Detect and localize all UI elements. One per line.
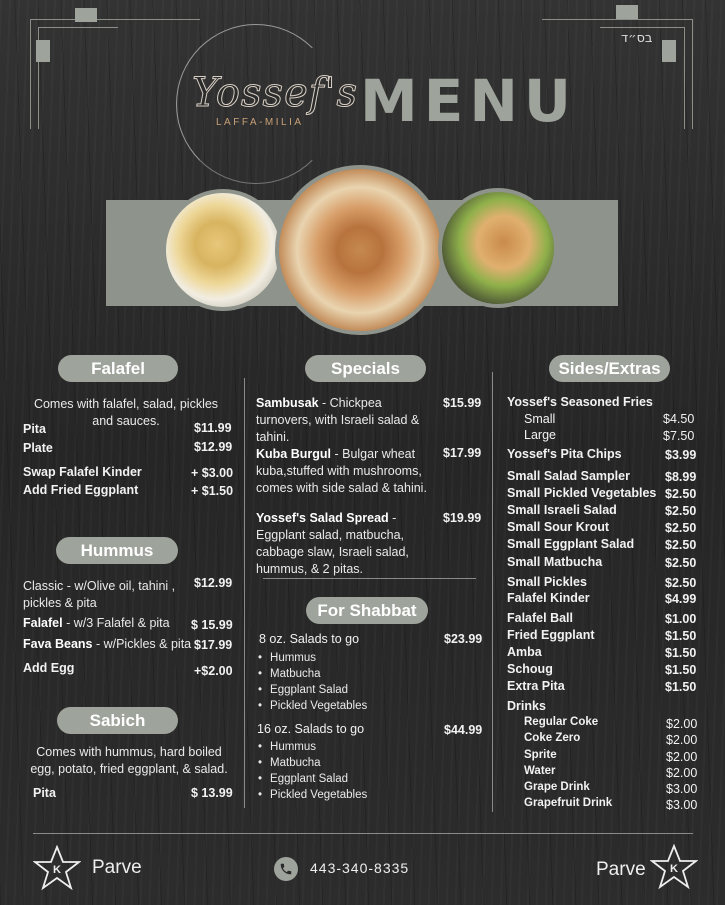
menu-item-name: Small Pickles [507, 575, 587, 589]
menu-item-name: Small Israeli Salad [507, 503, 617, 517]
drink-item-name: Coke Zero [524, 732, 581, 744]
menu-item-salad-spread [256, 510, 442, 578]
footer-parve-left: Parve [92, 857, 142, 878]
specials-divider [263, 578, 476, 579]
list-item: • Hummus [258, 739, 367, 755]
menu-item-size: Small [524, 412, 556, 426]
falafel-description: Comes with falafel, salad, pickles and sauces. [33, 397, 219, 428]
menu-item-name: Plate [23, 441, 53, 455]
menu-item-kuba [256, 446, 434, 497]
menu-item-price: $2.50 [665, 576, 697, 590]
list-item: • Eggplant Salad [258, 682, 367, 698]
drink-item-price: $3.00 [666, 798, 698, 812]
list-item: • Matbucha [258, 666, 367, 682]
page-title: MENU [360, 67, 577, 135]
menu-item-name: Small Sour Krout [507, 520, 610, 534]
list-item: • Pickled Vegetables [258, 787, 367, 803]
drink-item-price: $3.00 [666, 782, 698, 796]
kosher-letter: K [53, 864, 61, 876]
menu-item-hummus-fava [23, 636, 203, 653]
menu-item-price: $4.99 [665, 592, 697, 606]
kosher-star-icon [650, 844, 698, 890]
drinks-title: Drinks [507, 699, 546, 713]
drink-item-price: $2.00 [666, 750, 698, 764]
kosher-star-icon [33, 845, 81, 891]
section-header-falafel: Falafel [58, 355, 178, 382]
section-header-sabich: Sabich [57, 707, 178, 734]
menu-item-price: $19.99 [443, 511, 482, 525]
phone-number[interactable]: 443-340-8335 [310, 860, 410, 876]
menu-item-price: $12.99 [194, 576, 233, 590]
menu-item-name: Add Fried Eggplant [23, 483, 139, 497]
menu-item-price: $1.50 [665, 663, 697, 677]
section-header-sides: Sides/Extras [549, 355, 670, 382]
falafel-pita-photo [275, 165, 445, 335]
menu-item-price: $1.50 [665, 646, 697, 660]
menu-item-name: Sambusak [256, 396, 319, 410]
drink-item-name: Regular Coke [524, 716, 599, 728]
menu-item-price: $17.99 [443, 446, 482, 460]
menu-item-name: Yossef's Salad Spread [256, 511, 389, 525]
menu-item-price: $8.99 [665, 470, 697, 484]
kosher-letter: K [670, 863, 678, 875]
menu-item-name: Schoug [507, 662, 553, 676]
menu-item-name: Falafel Ball [507, 611, 573, 625]
menu-item-price: $2.50 [665, 487, 697, 501]
menu-item-name: Extra Pita [507, 679, 565, 693]
hebrew-inscription: בס״ד [621, 31, 653, 46]
list-item: • Hummus [258, 650, 367, 666]
menu-item-price: $2.50 [665, 504, 697, 518]
menu-item-name: Small Matbucha [507, 555, 603, 569]
menu-item-desc: - Bulgar wheat kuba,stuffed with mushrooms, comes with side salad & tahini. [256, 447, 427, 495]
menu-item-name: Yossef's Pita Chips [507, 447, 622, 461]
menu-item-price: $3.99 [665, 448, 697, 462]
phone-icon [274, 857, 298, 881]
sabich-photo [438, 188, 558, 308]
column-divider-right [492, 372, 493, 812]
menu-item-price: $7.50 [663, 429, 695, 443]
list-item: • Eggplant Salad [258, 771, 367, 787]
menu-item-price: + $3.00 [191, 466, 234, 480]
menu-item-name: Swap Falafel Kinder [23, 465, 142, 479]
menu-item-name: Pita [33, 786, 56, 800]
menu-item-size: Large [524, 428, 556, 442]
drink-item-price: $2.00 [666, 733, 698, 747]
menu-item-price: $1.50 [665, 680, 697, 694]
shabbat-group-title: 16 oz. Salads to go [257, 722, 365, 736]
menu-item-name: Small Salad Sampler [507, 469, 630, 483]
menu-item-name: Small Eggplant Salad [507, 537, 635, 551]
footer-parve-right: Parve [596, 859, 646, 880]
shabbat-list-16oz [258, 739, 367, 803]
menu-item-name: Amba [507, 645, 542, 659]
drink-item-name: Grape Drink [524, 781, 590, 793]
menu-item-name: Add Egg [23, 661, 75, 675]
list-item: • Matbucha [258, 755, 367, 771]
section-header-specials: Specials [305, 355, 426, 382]
menu-item-price: $15.99 [443, 396, 482, 410]
menu-item-price: $2.50 [665, 556, 697, 570]
section-header-shabbat: For Shabbat [306, 597, 428, 624]
menu-item-price: +$2.00 [194, 664, 233, 678]
menu-item-desc: - w/Pickles & pita [92, 637, 192, 651]
menu-item-name: Classic [23, 579, 64, 593]
menu-item-price: $1.00 [665, 612, 697, 626]
menu-item-price: $2.50 [665, 521, 697, 535]
footer-divider [33, 833, 693, 834]
shabbat-group-title: 8 oz. Salads to go [259, 632, 360, 646]
menu-item-name: Fava Beans [23, 637, 93, 651]
menu-item-hummus-classic [23, 578, 188, 612]
menu-item-price: $2.50 [665, 538, 697, 552]
menu-item-name: Yossef's Seasoned Fries [507, 395, 653, 409]
section-header-hummus: Hummus [56, 537, 178, 564]
menu-item-desc: - Eggplant salad, matbucha, cabbage slaw, Israeli salad, hummus, & 2 pitas. [256, 511, 409, 576]
menu-item-price: + $1.50 [191, 484, 234, 498]
column-divider-left [244, 378, 245, 808]
logo-subtitle: LAFFA-MILIA [216, 117, 304, 128]
menu-item-name: Falafel [23, 616, 63, 630]
menu-item-name: Fried Eggplant [507, 628, 595, 642]
menu-item-name: Pita [23, 422, 46, 436]
drink-item-name: Sprite [524, 749, 557, 761]
list-item: • Pickled Vegetables [258, 698, 367, 714]
drink-item-price: $2.00 [666, 766, 698, 780]
menu-item-price: $ 15.99 [191, 618, 233, 632]
menu-item-price: $44.99 [444, 723, 483, 737]
shabbat-list-8oz [258, 650, 367, 714]
drink-item-name: Water [524, 765, 556, 777]
logo-script: Yossef's [192, 70, 359, 116]
menu-item-name: Falafel Kinder [507, 591, 590, 605]
menu-item-name: Kuba Burgul [256, 447, 331, 461]
menu-item-price: $ 13.99 [191, 786, 233, 800]
menu-item-desc: - w/Olive oil, tahini , pickles & pita [23, 579, 176, 610]
hummus-photo [162, 189, 284, 311]
sabich-description: Comes with hummus, hard boiled egg, potato, fried eggplant, & salad. [30, 745, 228, 776]
drink-item-name: Grapefruit Drink [524, 797, 613, 809]
menu-item-hummus-falafel [23, 615, 203, 632]
drink-item-price: $2.00 [666, 717, 698, 731]
menu-item-price: $1.50 [665, 629, 697, 643]
menu-item-price: $23.99 [444, 632, 483, 646]
menu-item-desc: - Chickpea turnovers, with Israeli salad & tahini. [256, 396, 420, 444]
menu-item-price: $11.99 [194, 421, 232, 435]
menu-item-price: $12.99 [194, 440, 233, 454]
menu-item-name: Small Pickled Vegetables [507, 486, 657, 500]
menu-item-sambusak [256, 395, 440, 446]
menu-item-desc: - w/3 Falafel & pita [62, 616, 170, 630]
menu-item-price: $4.50 [663, 412, 695, 426]
menu-item-price: $17.99 [194, 638, 233, 652]
